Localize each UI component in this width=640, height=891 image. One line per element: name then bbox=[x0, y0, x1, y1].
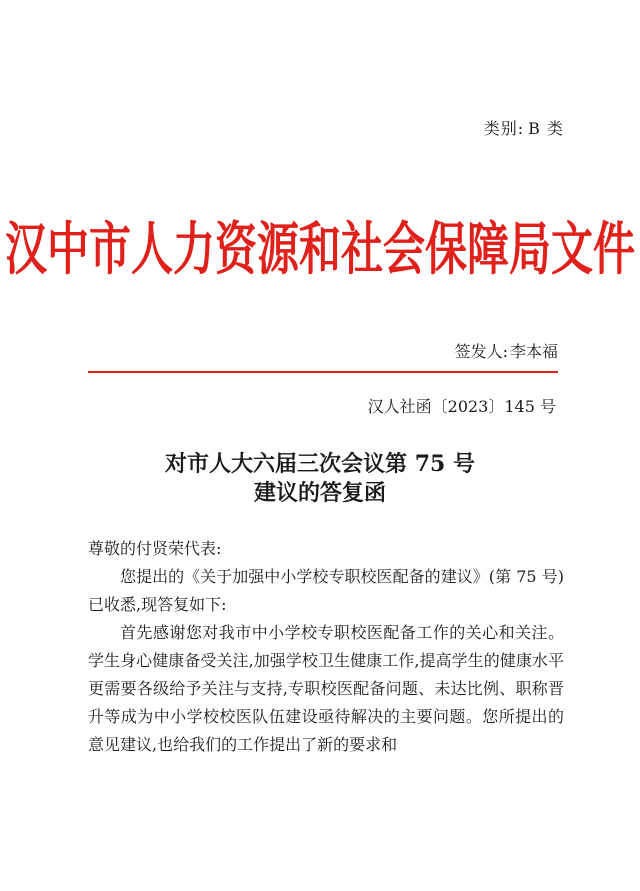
masthead-title: 汉中市人力资源和社会保障局文件 bbox=[4, 215, 635, 282]
body-paragraph: 您提出的《关于加强中小学校专职校医配备的建议》(第 75 号)已收悉,现答复如下: bbox=[88, 567, 564, 614]
signer-label: 签发人: bbox=[454, 342, 508, 361]
category-label: 类别: bbox=[483, 119, 525, 138]
body-paragraph: 首先感谢您对我市中小学校专职校医配备工作的关心和关注。学生身心健康备受关注,加强学校卫生健康工作,提高学生的健康水平更需要各级给予关注与支持,专职校医配备问题、未达比例、职称晋升等成为中小学校校医队伍建设亟待解决的主要问题。您所提出的意见建议,也给我们的工作提出了新的要求和 bbox=[88, 623, 564, 754]
category-value: B 类 bbox=[528, 119, 564, 138]
salutation: 尊敬的付贤荣代表: bbox=[88, 539, 222, 558]
signer bbox=[455, 339, 558, 362]
document-number: 汉人社函〔2023〕145 号 bbox=[367, 397, 556, 416]
signer-name: 李本福 bbox=[509, 342, 558, 361]
red-divider-line bbox=[88, 371, 558, 373]
document-title-line1: 对市人大六届三次会议第 75 号 bbox=[165, 451, 475, 477]
document-title-line2: 建议的答复函 bbox=[253, 480, 386, 506]
document-category bbox=[484, 116, 564, 139]
